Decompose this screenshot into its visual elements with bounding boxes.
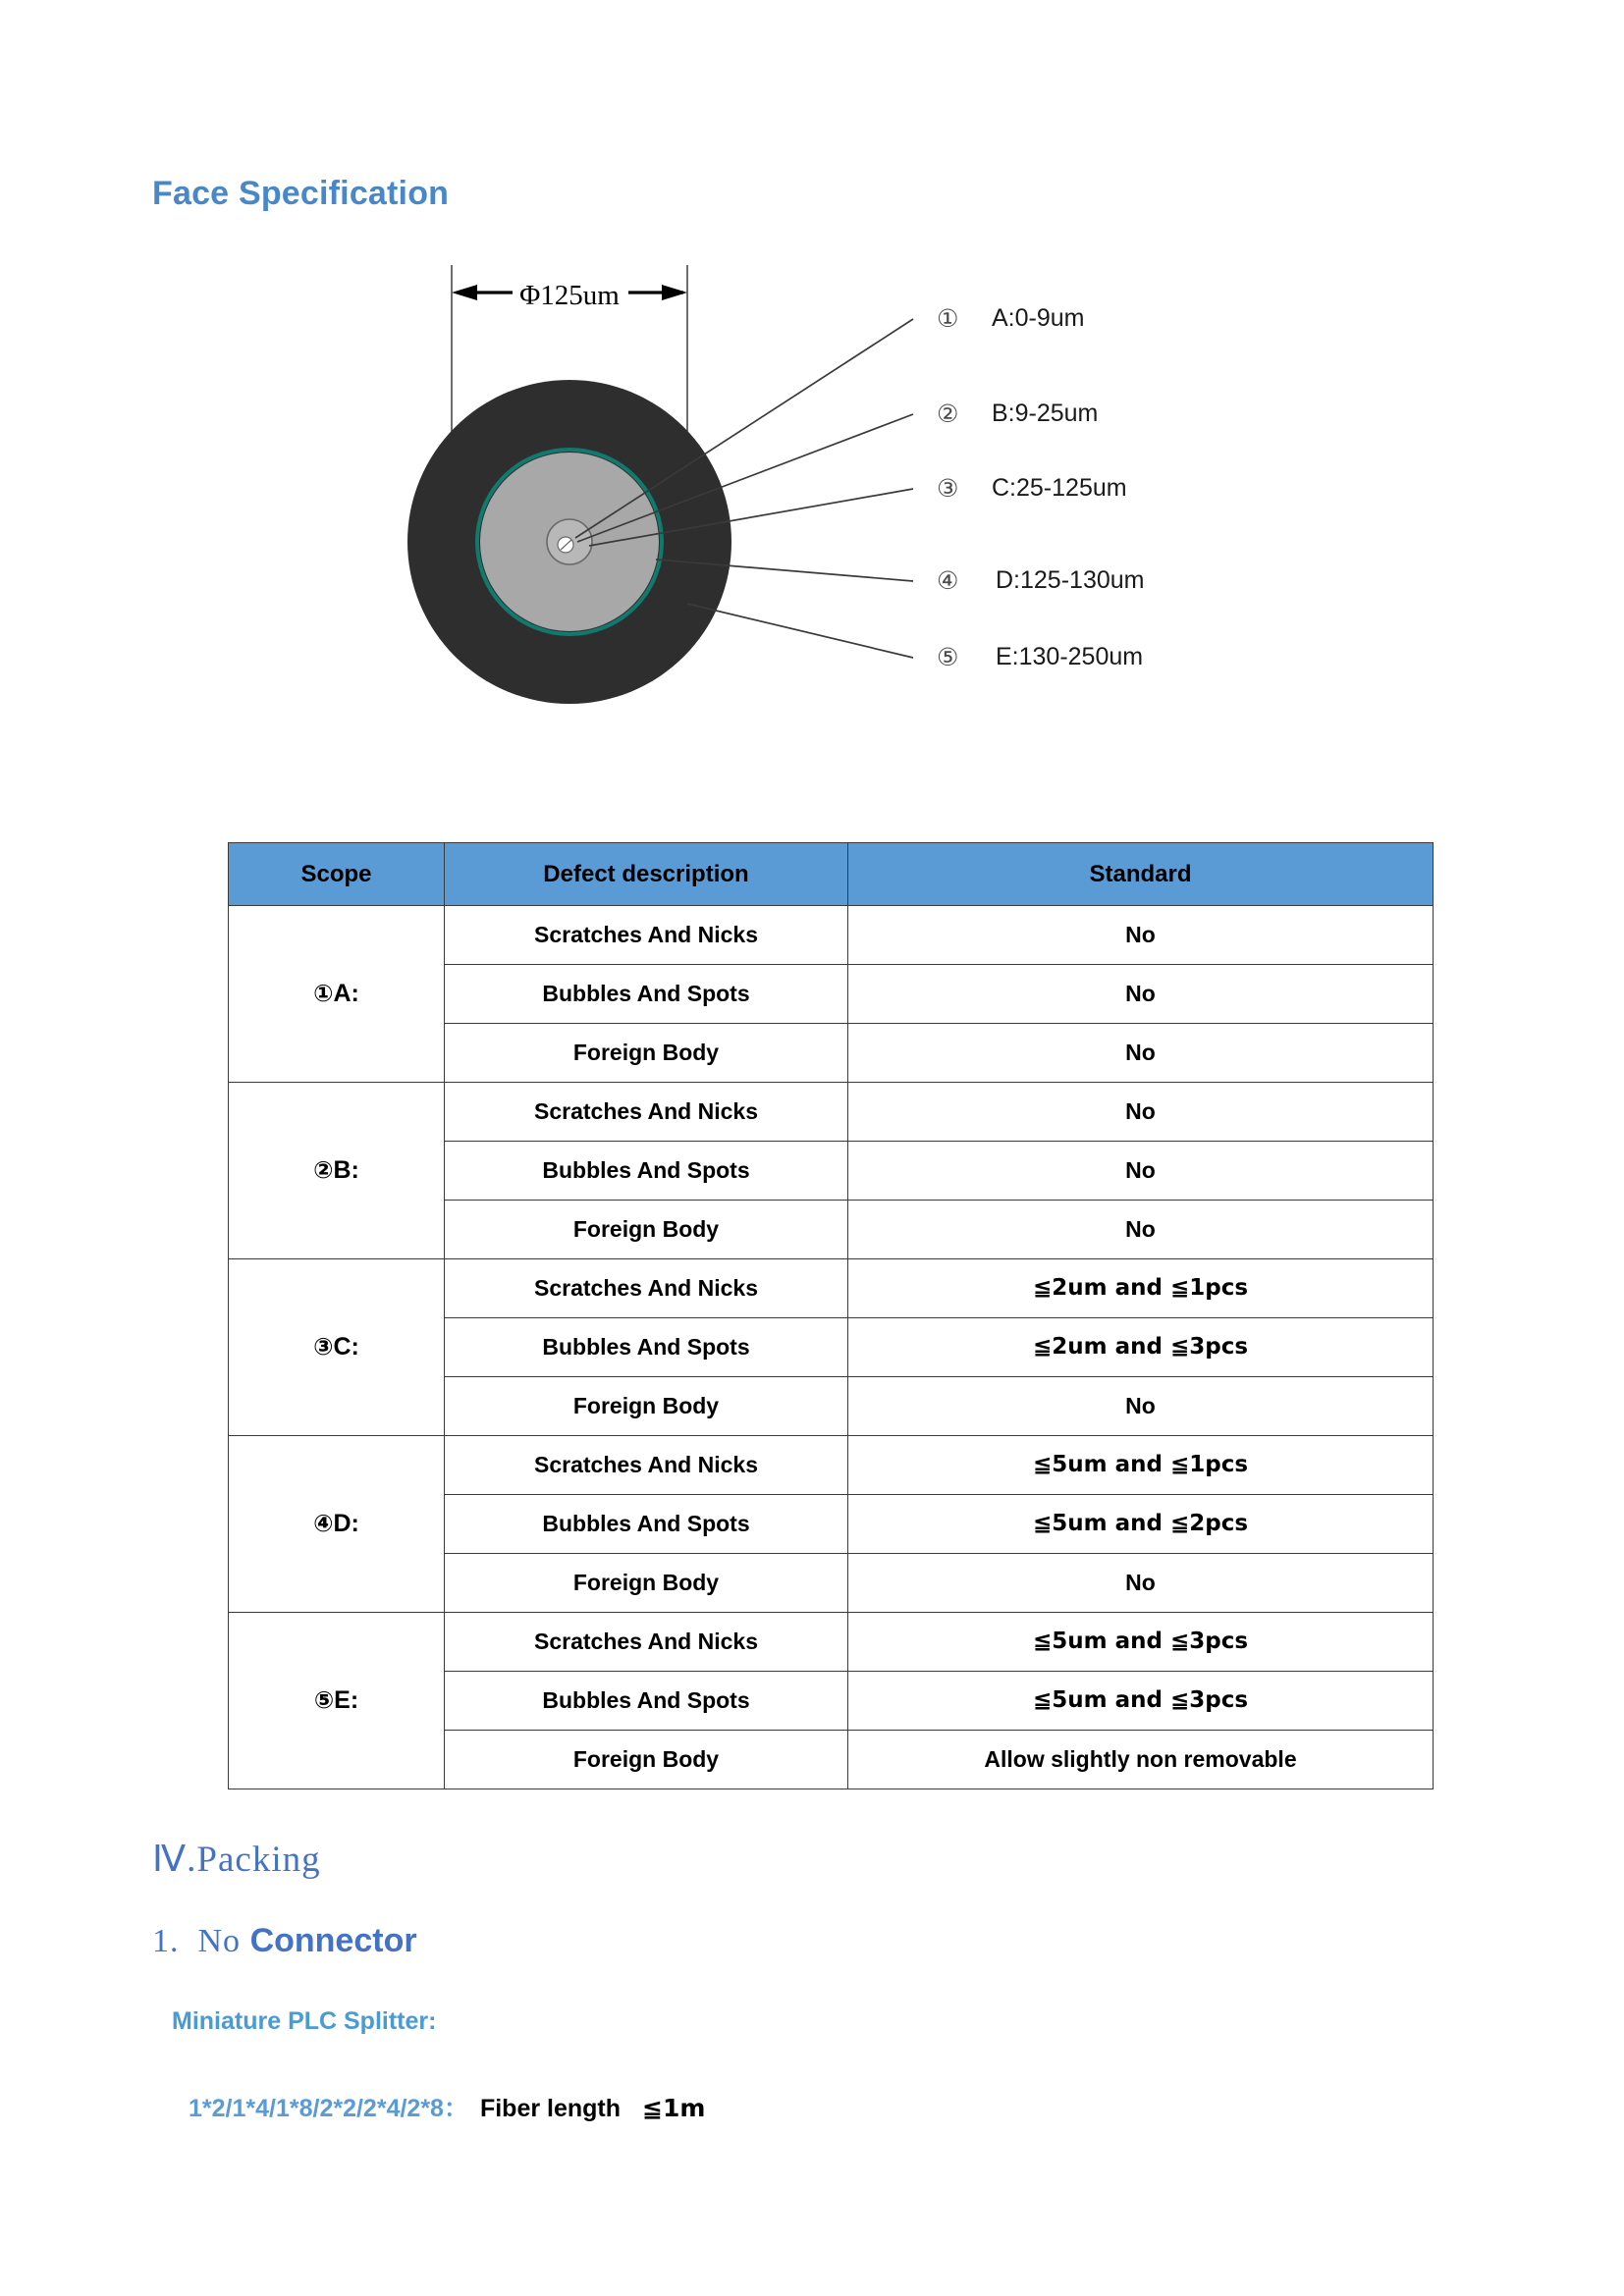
standard-cell: No: [848, 1024, 1434, 1083]
standard-cell: ≦5um and ≦2pcs: [848, 1495, 1434, 1554]
dimension-label: Φ125um: [519, 280, 620, 311]
scope-marker-b: ②: [313, 1156, 334, 1185]
defect-cell: Foreign Body: [445, 1377, 848, 1436]
no-connector-heading: [152, 1922, 417, 1960]
callout-label-3: C:25-125um: [992, 474, 1127, 502]
scope-cell-c: [229, 1259, 445, 1436]
standard-cell: No: [848, 965, 1434, 1024]
standard-cell: No: [848, 1554, 1434, 1613]
standard-cell: No: [848, 1201, 1434, 1259]
standard-cell: ≦2um and ≦3pcs: [848, 1318, 1434, 1377]
callout-marker-3: ③: [937, 474, 959, 503]
standard-cell: No: [848, 906, 1434, 965]
scope-label-c: C:: [333, 1333, 359, 1362]
splitter-ratios: 1*2/1*4/1*8/2*2/2*4/2*8：: [189, 2095, 468, 2122]
scope-cell-b: [229, 1083, 445, 1259]
standard-cell: No: [848, 1083, 1434, 1142]
defect-cell: Foreign Body: [445, 1731, 848, 1789]
scope-cell-d: [229, 1436, 445, 1613]
scope-marker-c: ③: [313, 1333, 334, 1362]
scope-marker-e: ⑤: [313, 1686, 335, 1715]
dimension-arrow-right: [662, 285, 687, 300]
defect-cell: Scratches And Nicks: [445, 1259, 848, 1318]
fiber-length-value: ≦1m: [642, 2094, 706, 2122]
table-row: [229, 1083, 1434, 1142]
page-title: Face Specification: [152, 175, 450, 212]
no-connector-bold: Connector: [249, 1922, 417, 1959]
standard-cell: Allow slightly non removable: [848, 1731, 1434, 1789]
no-connector-number: 1.: [152, 1923, 180, 1959]
callout-marker-2: ②: [937, 400, 959, 428]
standard-cell: ≦5um and ≦3pcs: [848, 1613, 1434, 1672]
table-row: [229, 906, 1434, 965]
standard-cell: No: [848, 1142, 1434, 1201]
scope-cell-e: [229, 1613, 445, 1789]
defect-cell: Scratches And Nicks: [445, 1083, 848, 1142]
fiber-length-label: Fiber length: [479, 2095, 622, 2122]
defect-cell: Foreign Body: [445, 1201, 848, 1259]
callout-2: [937, 400, 1098, 428]
no-connector-plain: No: [197, 1923, 242, 1959]
defect-cell: Scratches And Nicks: [445, 1436, 848, 1495]
standard-cell: ≦5um and ≦1pcs: [848, 1436, 1434, 1495]
table-row: [229, 1613, 1434, 1672]
callout-label-2: B:9-25um: [992, 400, 1099, 427]
defect-cell: Bubbles And Spots: [445, 1318, 848, 1377]
standard-cell: ≦5um and ≦3pcs: [848, 1672, 1434, 1731]
standard-cell: ≦2um and ≦1pcs: [848, 1259, 1434, 1318]
scope-label-a: A:: [333, 980, 359, 1008]
scope-label-b: B:: [333, 1156, 359, 1185]
miniature-plc-splitter-label: Miniature PLC Splitter:: [172, 2007, 437, 2035]
callout-label-4: D:125-130um: [996, 566, 1145, 594]
defect-cell: Scratches And Nicks: [445, 1613, 848, 1672]
defect-cell: Bubbles And Spots: [445, 965, 848, 1024]
callout-marker-1: ①: [937, 304, 959, 333]
callout-label-5: E:130-250um: [996, 643, 1144, 670]
scope-marker-d: ④: [313, 1510, 334, 1538]
column-header-defect: Defect description: [445, 843, 848, 906]
defect-cell: Bubbles And Spots: [445, 1672, 848, 1731]
callout-label-1: A:0-9um: [992, 304, 1085, 332]
callout-1: [937, 304, 1084, 333]
callout-5: [937, 643, 1143, 671]
table-row: [229, 1259, 1434, 1318]
column-header-standard: Standard: [848, 843, 1434, 906]
scope-label-d: D:: [333, 1510, 359, 1538]
packing-heading: [152, 1838, 321, 1881]
callout-4: [937, 566, 1144, 595]
callout-marker-4: ④: [937, 566, 959, 595]
defect-cell: Bubbles And Spots: [445, 1495, 848, 1554]
callout-marker-5: ⑤: [937, 643, 959, 671]
standard-cell: No: [848, 1377, 1434, 1436]
fiber-length-spec-line: [189, 2089, 705, 2124]
face-specification-table: [228, 842, 1434, 1789]
table-row: [229, 1436, 1434, 1495]
scope-cell-a: [229, 906, 445, 1083]
defect-cell: Foreign Body: [445, 1024, 848, 1083]
dimension-arrow-left: [452, 285, 477, 300]
scope-label-e: E:: [334, 1686, 359, 1715]
table-header-row: [229, 843, 1434, 906]
column-header-scope: Scope: [229, 843, 445, 906]
callout-3: [937, 474, 1127, 503]
fiber-cross-section-diagram: [295, 265, 1335, 795]
packing-heading-numeral: Ⅳ.: [152, 1840, 197, 1880]
scope-marker-a: ①: [313, 980, 334, 1008]
defect-cell: Scratches And Nicks: [445, 906, 848, 965]
defect-cell: Foreign Body: [445, 1554, 848, 1613]
packing-heading-text: Packing: [196, 1840, 321, 1880]
defect-cell: Bubbles And Spots: [445, 1142, 848, 1201]
